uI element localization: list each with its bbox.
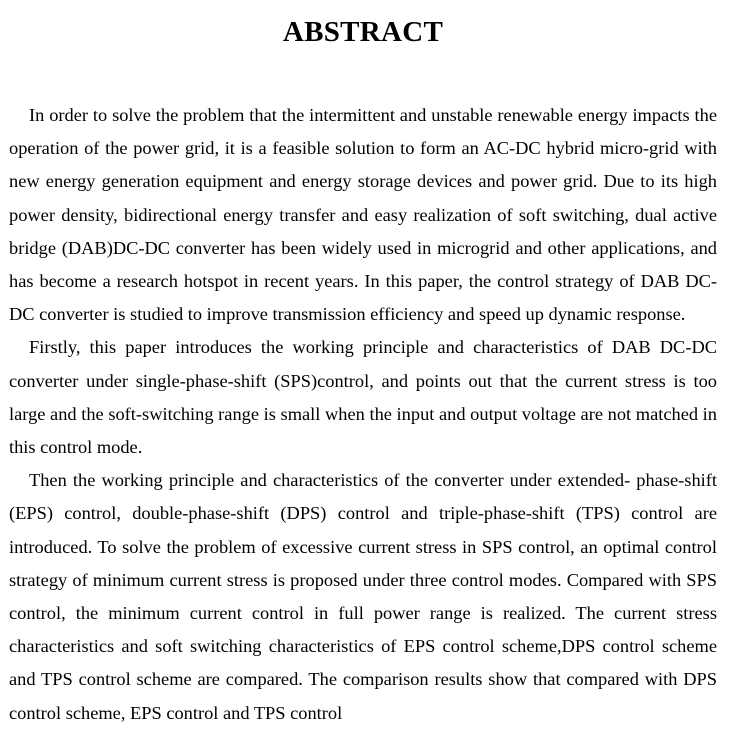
document-page [9, 0, 717, 730]
abstract-body [9, 99, 717, 730]
abstract-paragraph-1: In order to solve the problem that the intermittent and unstable renewable energy impacts the operation of the power grid, it is a feasible solution to form an AC-DC hybrid micro-grid with new energy generation equipment and energy storage devices and power grid. Due to its high power density, bidirectional energy transfer and easy realization of soft switching, dual active bridge (DAB)DC-DC converter has been widely used in microgrid and other applications, and has become a research hotspot in recent years. In this paper, the control strategy of DAB DC-DC converter is studied to improve transmission efficiency and speed up dynamic response. [9, 105, 717, 325]
abstract-paragraph-2: Firstly, this paper introduces the working principle and characteristics of DAB DC-DC converter under single-phase-shift (SPS)control, and points out that the current stress is too large and the soft-switching range is small when the input and output voltage are not matched in this control mode. [9, 337, 717, 458]
abstract-heading: ABSTRACT [282, 16, 444, 48]
abstract-paragraph-3: Then the working principle and characteristics of the converter under extended- phase-shift (EPS) control, double-phase-shift (DPS) control and triple-phase-shift (TPS) control are introduced. To solve the problem of excessive current stress in SPS control, an optimal control strategy of minimum current stress is proposed under three control modes. Compared with SPS control, the minimum current control in full power range is realized. The current stress characteristics and soft switching characteristics of EPS control scheme,DPS control scheme and TPS control scheme are compared. The comparison results show that compared with DPS control scheme, EPS control and TPS control [9, 470, 717, 723]
